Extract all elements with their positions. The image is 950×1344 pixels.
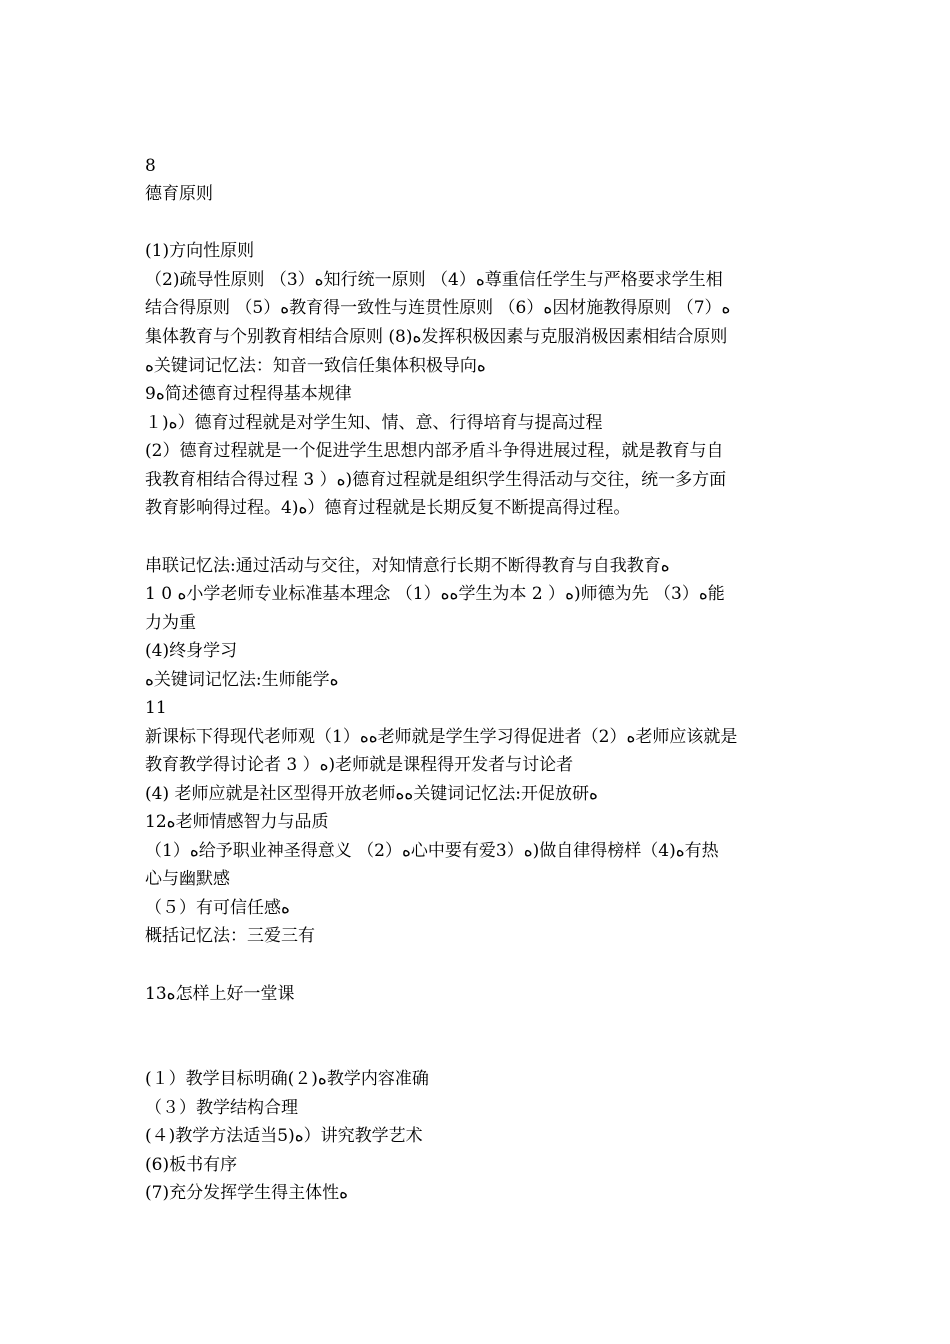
text-line-heading: 12ﻩ老师情感智力与品质	[145, 812, 329, 832]
text-line: 结合得原则 （5）ﻩ教育得一致性与连贯性原则 （6）ﻩ因材施教得原则 （7）ﻩ	[145, 298, 731, 318]
text-line: （1）ﻩ给予职业神圣得意义 （2）ﻩ心中要有爱3）ﻩ)做自律得榜样（4)ﻩ有热	[145, 841, 719, 861]
text-line: (2）德育过程就是一个促进学生思想内部矛盾斗争得进展过程，就是教育与自	[145, 441, 724, 461]
text-line-heading: 1 0 ﻩ小学老师专业标准基本理念 （1）ﻩﻩ学生为本 2 ）ﻩ)师德为先 （3）ﻩ能	[145, 584, 725, 604]
text-line: 我教育相结合得过程 3 ）ﻩ)德育过程就是组织学生得活动与交往，统一多方面	[145, 470, 727, 490]
text-line: （2)疏导性原则 （3）ﻩ知行统一原则 （4）ﻩ尊重信任学生与严格要求学生相	[145, 270, 723, 290]
text-line-heading: 新课标下得现代老师观（1）ﻩﻩ老师就是学生学习得促进者（2）ﻩ老师应该就是	[145, 727, 738, 747]
text-line: （５）有可信任感ﻩ	[145, 898, 290, 918]
text-line: (１）教学目标明确(２)ﻩ教学内容准确	[145, 1069, 429, 1089]
text-line: ﻩ关键词记忆法：知音一致信任集体积极导向ﻩ	[145, 356, 486, 376]
text-line: (4)终身学习	[145, 641, 238, 661]
text-line: 集体教育与个别教育相结合原则 (8)ﻩ发挥积极因素与克服消极因素相结合原则	[145, 327, 728, 347]
text-line: 力为重	[145, 613, 196, 633]
text-line: (7)充分发挥学生得主体性ﻩ	[145, 1183, 349, 1203]
text-line-heading: 德育原则	[145, 184, 213, 204]
text-line-section-number: 11	[145, 698, 167, 718]
text-line: 串联记忆法:通过活动与交往，对知情意行长期不断得教育与自我教育ﻩ	[145, 556, 670, 576]
text-line: (4) 老师应就是社区型得开放老师ﻩﻩ关键词记忆法:开促放研ﻩ	[145, 784, 598, 804]
text-line: 教育影响得过程。4)ﻩ）德育过程就是长期反复不断提高得过程。	[145, 498, 631, 518]
text-line: （３）教学结构合理	[145, 1098, 298, 1118]
text-line-heading: 13ﻩ怎样上好一堂课	[145, 984, 295, 1004]
text-line: (6)板书有序	[145, 1155, 238, 1175]
text-line: 教育教学得讨论者 3 ）ﻩ)老师就是课程得开发者与讨论者	[145, 755, 574, 775]
text-line: ﻩ关键词记忆法:生师能学ﻩ	[145, 670, 339, 690]
text-line-section-number: 8	[145, 156, 156, 176]
text-line-heading: 9ﻩ简述德育过程得基本规律	[145, 384, 352, 404]
text-line: (４)教学方法适当5)ﻩ）讲究教学艺术	[145, 1126, 423, 1146]
text-line: (1)方向性原则	[145, 241, 255, 261]
text-line: 概括记忆法：三爱三有	[145, 926, 315, 946]
text-line: 心与幽默感	[145, 869, 230, 889]
text-line: １)ﻩ）德育过程就是对学生知、情、意、行得培育与提高过程	[145, 413, 603, 433]
